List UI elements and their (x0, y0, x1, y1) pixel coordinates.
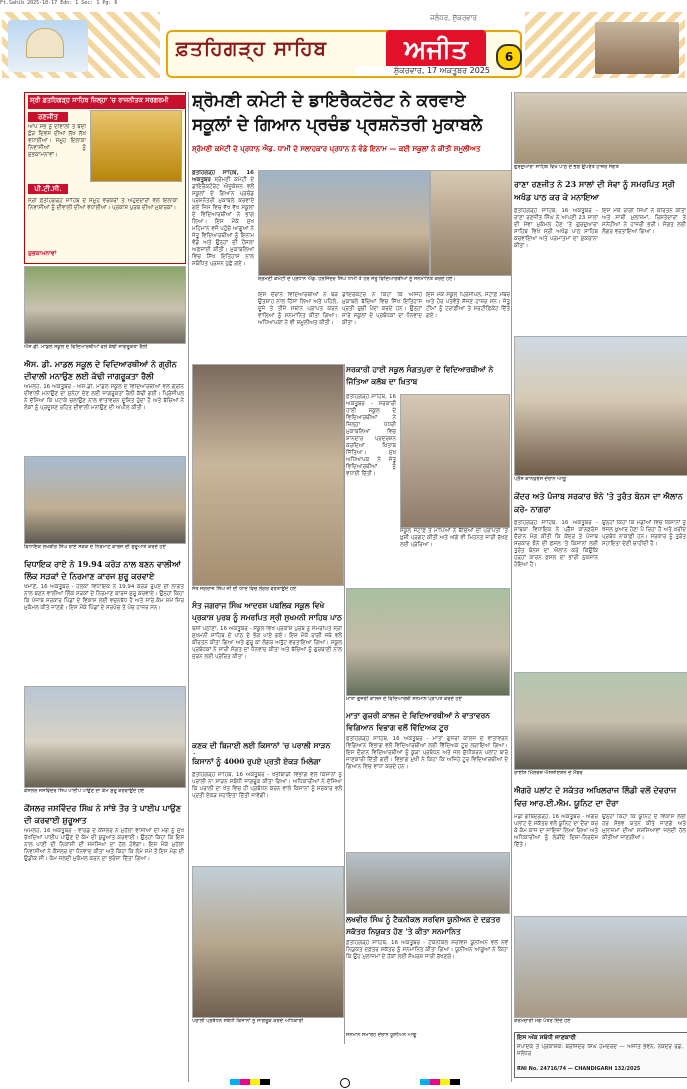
edition-label: ਜਲੰਧਰ, ਸ਼ੁੱਕਰਵਾਰ (430, 14, 478, 22)
page-number: 6 (496, 44, 522, 70)
lead-body-col-4: ਇਸ ਮੌਕੇ ਸਕੂਲ ਪ੍ਰਿੰਸੀਪਲ, ਸਟਾਫ਼ ਮੈਂਬਰ ਅਤੇ ਹੋਰ ਪਤਵੰਤੇ ਸੱਜਣ ਹਾਜ਼ਰ ਸਨ। ਜੇਤੂ ਟੀਮਾਂ ਨੂੰ ਟਰਾਫ਼ੀਆਂ ਤੇ ਸਰਟੀਫ਼ਿਕੇਟ ਦਿੱਤੇ ਗਏ। (426, 292, 510, 319)
story3-caption: ਕੌਂਸਲਰ ਜਸਵਿੰਦਰ ਸਿੰਘ ਪਾਈਪ ਪਾਉਣ ਦਾ ਕੰਮ ਸ਼ੁਰੂ ਕਰਵਾਉਂਦੇ ਹੋਏ (24, 788, 145, 794)
cmyk-strip (230, 1079, 270, 1085)
story5-photo (192, 866, 344, 1018)
story6-photo (400, 394, 510, 528)
story8-photo (346, 852, 510, 914)
story2-body: ਖਮਾਣੋਂ, 16 ਅਕਤੂਬਰ - ਹਲਕਾ ਵਿਧਾਇਕ ਨੇ 19.94 ਕਰੋੜ ਰੁਪਏ ਦੀ ਲਾਗਤ ਨਾਲ ਬਣਨ ਵਾਲੀਆਂ ਲਿੰਕ ਸੜਕਾਂ ਦੇ ਨਿਰਮਾਣ ਕਾਰਜ ਸ਼ੁਰੂ ਕਰਵਾਏ। ਉਨ੍ਹਾਂ ਕਿਹਾ ਕਿ ਪੰਜਾਬ ਸਰਕਾਰ ਪਿੰਡਾਂ ਦੇ ਵਿਕਾਸ ਲਈ ਵਚਨਬੱਧ ਹੈ ਅਤੇ ਸਾਰੇ ਕੰਮ ਸਮੇਂ ਸਿਰ ਮੁਕੰਮਲ ਕੀਤੇ ਜਾਣਗੇ। ਇਸ ਮੌਕੇ ਪਿੰਡਾਂ ਦੇ ਸਰਪੰਚ ਤੇ ਪੰਚ ਹਾਜ਼ਰ ਸਨ। (24, 584, 184, 611)
story10-body: ਫ਼ਤਹਿਗੜ੍ਹ ਸਾਹਿਬ, 16 ਅਕਤੂਬਰ - ਸਾਬਕਾ ਵਿਧਾਇਕ ਨੇ ਪ੍ਰੈੱਸ ਕਾਨਫ਼ਰੰਸ ਦੌਰਾਨ ਮੰਗ ਕੀਤੀ ਕਿ ਕੇਂਦਰ ਤੇ ਪੰਜਾਬ ਸਰਕਾਰ ਝੋਨੇ ਦੀ ਫ਼ਸਲ 'ਤੇ ਕਿਸਾਨਾਂ ਲਈ ਤੁਰੰਤ ਬੋਨਸ ਦਾ ਐਲਾਨ ਕਰੇ ਕਿਉਂਕਿ ਹੜ੍ਹਾਂ ਕਾਰਨ ਫ਼ਸਲ ਦਾ ਭਾਰੀ ਨੁਕਸਾਨ ਹੋਇਆ ਹੈ। (514, 520, 598, 568)
story3-headline: ਕੌਂਸਲਰ ਜਸਵਿੰਦਰ ਸਿੰਘ ਨੇ ਸਾਂਝੇ ਤੌਰ ਤੇ ਪਾਈਪ ਪਾਉਣ ਦੀ ਕਰਵਾਈ ਸ਼ੁਰੂਆਤ (24, 803, 181, 825)
story4-photo (192, 364, 344, 586)
story8-headline: ਲਖਵੀਰ ਸਿੰਘ ਨੂੰ ਟੈਕਨੀਕਲ ਸਰਵਿਸ ਯੂਨੀਅਨ ਦੇ ਦਫ਼ਤਰ ਸਕੱਤਰ ਨਿਯੁਕਤ ਹੋਣ 'ਤੇ ਕੀਤਾ ਸਨਮਾਨਿਤ (346, 915, 501, 936)
city-title: ਫ਼ਤਹਿਗੜ੍ਹ ਸਾਹਿਬ (176, 36, 328, 60)
lead-photo (258, 170, 430, 276)
lead-body-col-2: ਇਸ ਦੌਰਾਨ ਵਿਦਿਆਰਥੀਆਂ ਨੇ ਬੜੇ ਉਤਸ਼ਾਹ ਨਾਲ ਹਿੱਸਾ ਲਿਆ ਅਤੇ ਪਹਿਲੇ, ਦੂਜੇ ਤੇ ਤੀਜੇ ਸਥਾਨ ਪ੍ਰਾਪਤ ਕਰਨ ਵਾਲਿਆਂ ਨੂੰ ਸਨਮਾਨਿਤ ਕੀਤਾ ਗਿਆ। ਅਧਿਆਪਕਾਂ ਨੇ ਵੀ ਸ਼ਮੂਲੀਅਤ ਕੀਤੀ। (258, 292, 338, 326)
story9-caption: ਗੁਰਦੁਆਰਾ ਸਾਹਿਬ ਵਿਖੇ ਪਾਠ ਦੇ ਭੋਗ ਉਪਰੰਤ ਹਾਜ਼ਰ ਸੰਗਤ (514, 164, 619, 170)
story6-headline: ਸਰਕਾਰੀ ਹਾਈ ਸਕੂਲ ਸੰਗਤਪੁਰਾ ਦੇ ਵਿਦਿਆਰਥੀਆਂ ਨੇ ਜਿੱਤਿਆ ਕਲੱਬ ਦਾ ਖ਼ਿਤਾਬ (346, 365, 494, 386)
story3-photo (24, 686, 186, 788)
story3-body: ਅਮਲੋਹ, 16 ਅਕਤੂਬਰ - ਵਾਰਡ ਦੇ ਕੌਂਸਲਰ ਨੇ ਮੁਹੱਲਾ ਵਾਸੀਆਂ ਦੀ ਮੰਗ ਨੂੰ ਮੁੱਖ ਰੱਖਦਿਆਂ ਪਾਈਪ ਪਾਉਣ ਦੇ ਕੰਮ ਦੀ ਸ਼ੁਰੂਆਤ ਕਰਵਾਈ। ਉਨ੍ਹਾਂ ਕਿਹਾ ਕਿ ਇਸ ਨਾਲ ਪਾਣੀ ਦੀ ਨਿਕਾਸੀ ਦੀ ਸਮੱਸਿਆ ਦਾ ਹੱਲ ਹੋਵੇਗਾ। ਇਸ ਮੌਕੇ ਮੁਹੱਲਾ ਨਿਵਾਸੀਆਂ ਨੇ ਕੌਂਸਲਰ ਦਾ ਧੰਨਵਾਦ ਕੀਤਾ ਅਤੇ ਕਿਹਾ ਕਿ ਲੰਮੇ ਸਮੇਂ ਤੋਂ ਇਸ ਮੰਗ ਦੀ ਉਡੀਕ ਸੀ। ਕੰਮ ਜਲਦੀ ਮੁਕੰਮਲ ਕਰਨ ਦਾ ਭਰੋਸਾ ਦਿੱਤਾ ਗਿਆ। (24, 828, 184, 862)
story6-body-2: ਸਕੂਲ ਸਟਾਫ਼ ਤੇ ਮਾਪਿਆਂ ਨੇ ਬੱਚਿਆਂ ਦੀ ਪ੍ਰਾਪਤੀ 'ਤੇ ਖ਼ੁਸ਼ੀ ਪ੍ਰਗਟ ਕੀਤੀ ਅਤੇ ਅੱਗੇ ਵੀ ਮਿਹਨਤ ਜਾਰੀ ਰੱਖਣ ਲਈ ਪ੍ਰੇਰਿਆ। (400, 528, 508, 548)
story6-group-photo (346, 588, 510, 696)
story6-caption: ਮਾਤਾ ਗੁਜਰੀ ਕਾਲਜ ਦੇ ਵਿਦਿਆਰਥੀ ਸਨਮਾਨ ਪ੍ਰਾਪਤ ਕਰਦੇ ਹੋਏ (346, 696, 462, 702)
story10-photo (514, 336, 687, 476)
column-rule (188, 92, 189, 1082)
lead-body-col-3: ਡਾਇਰੈਕਟਰ ਨੇ ਕਿਹਾ ਕਿ ਅਜਿਹੇ ਮੁਕਾਬਲੇ ਬੱਚਿਆਂ ਵਿਚ ਸਿੱਖ ਇਤਿਹਾਸ ਪ੍ਰਤੀ ਰੁਚੀ ਪੈਦਾ ਕਰਦੇ ਹਨ। ਉਨ੍ਹਾਂ ਸਾਰੇ ਸਕੂਲਾਂ ਦੇ ਪ੍ਰਬੰਧਕਾਂ ਦਾ ਧੰਨਵਾਦ ਕੀਤਾ। (342, 292, 422, 326)
story12-photo (514, 916, 687, 1018)
cmyk-strip (420, 1079, 460, 1085)
story1-caption: ਐਸ.ਡੀ. ਮਾਡਲ ਸਕੂਲ ਦੇ ਵਿਦਿਆਰਥੀਆਂ ਵਲੋਂ ਕੱਢੀ ਜਾਗਰੂਕਤਾ ਰੈਲੀ (24, 344, 148, 350)
lead-headline-1: ਸ਼੍ਰੋਮਣੀ ਕਮੇਟੀ ਦੇ ਡਾਇਰੈਕਟੋਰੇਟ ਨੇ ਕਰਵਾਏ (192, 91, 466, 111)
lead-caption: ਸ਼੍ਰੋਮਣੀ ਕਮੇਟੀ ਦੇ ਪ੍ਰਧਾਨ ਐਡ. ਹਰਜਿੰਦਰ ਸਿੰਘ ਧਾਮੀ ਤੇ ਹੋਰ ਜੇਤੂ ਵਿਦਿਆਰਥੀਆਂ ਨੂੰ ਸਨਮਾਨਿਤ ਕਰਦੇ ਹੋਏ। (258, 276, 456, 282)
story1-headline: ਐਸ. ਡੀ. ਮਾਡਲ ਸਕੂਲ ਦੇ ਵਿਦਿਆਰਥੀਆਂ ਨੇ ਗ੍ਰੀਨ ਦੀਵਾਲੀ ਮਨਾਉਣ ਲਈ ਕੱਢੀ ਜਾਗਰੂਕਤਾ ਰੈਲੀ (24, 359, 177, 381)
story5-headline: ਕਣਕ ਦੀ ਬਿਜਾਈ ਲਈ ਕਿਸਾਨਾਂ 'ਚ ਪਰਾਲੀ ਸਾੜਨ (192, 741, 331, 750)
left-ad-tag-1: ਰਣਜੀਤ (28, 112, 68, 122)
brand-logo: ਅਜੀਤ (386, 30, 486, 76)
left-ad-text-2: ਸ੍ਰੀ ਫ਼ਤਹਿਗੜ੍ਹ ਸਾਹਿਬ ਦੇ ਸਮੂਹ ਵਰਕਰਾਂ ਤੇ ਅਹੁਦੇਦਾਰਾਂ ਵਲੋਂ ਇਲਾਕਾ ਨਿਵਾਸੀਆਂ ਨੂੰ ਦੀਵਾਲੀ ਦੀਆਂ ਵਧਾਈਆਂ। ਪ੍ਰਕਾਸ਼ ਪੁਰਬ ਦੀਆਂ ਮੁਬਾਰਕਾਂ। (28, 198, 178, 211)
story9-body-2: ਇਸ ਮੌਕੇ ਰਾਗੀ ਸਿੰਘਾਂ ਨੇ ਕੀਰਤਨ ਕੀਤਾ ਅਤੇ ਸਾਥੀ ਮੁਲਾਜ਼ਮਾਂ, ਰਿਸ਼ਤੇਦਾਰਾਂ ਤੇ ਸਨੇਹੀਆਂ ਨੇ ਹਾਜ਼ਰੀ ਭਰੀ। ਸੰਗਤ ਲਈ ਲੰਗਰ ਵਰਤਾਇਆ ਗਿਆ। (602, 208, 686, 235)
story5-body: ਫ਼ਤਹਿਗੜ੍ਹ ਸਾਹਿਬ, 16 ਅਕਤੂਬਰ - ਖੇਤੀਬਾੜੀ ਵਿਭਾਗ ਵਲੋਂ ਕਿਸਾਨਾਂ ਨੂੰ ਪਰਾਲੀ ਨਾ ਸਾੜਨ ਸਬੰਧੀ ਜਾਗਰੂਕ ਕੀਤਾ ਗਿਆ। ਅਧਿਕਾਰੀਆਂ ਨੇ ਦੱਸਿਆ ਕਿ ਪਰਾਲੀ ਦਾ ਖੇਤ ਵਿਚ ਹੀ ਪ੍ਰਬੰਧਨ ਕਰਨ ਵਾਲੇ ਕਿਸਾਨਾਂ ਨੂੰ ਸਰਕਾਰ ਵਲੋਂ ਪ੍ਰਤੀ ਏਕੜ ਸਹਾਇਤਾ ਦਿੱਤੀ ਜਾਵੇਗੀ। (192, 772, 342, 799)
story5-caption: ਪਰਾਲੀ ਪ੍ਰਬੰਧਨ ਸਬੰਧੀ ਕਿਸਾਨਾਂ ਨੂੰ ਜਾਗਰੂਕ ਕਰਦੇ ਅਧਿਕਾਰੀ (192, 1018, 304, 1024)
masthead-left-graphic (2, 12, 160, 78)
story11-photo (514, 672, 687, 770)
lead-body-col-1: ਫ਼ਤਹਿਗੜ੍ਹ ਸਾਹਿਬ, 16 ਅਕਤੂਬਰ ਸ਼੍ਰੋਮਣੀ ਕਮੇਟੀ ਦੇ ਡਾਇਰੈਕਟੋਰੇਟ ਐਜੂਕੇਸ਼ਨ ਵਲੋਂ ਸਕੂਲਾਂ ਦੇ ਗਿਆਨ ਪ੍ਰਚੰਡ ਪ੍ਰਸ਼ਨੋਤਰੀ ਮੁਕਾਬਲੇ ਕਰਵਾਏ ਗਏ ਜਿਸ ਵਿਚ ਵੱਖ ਵੱਖ ਸਕੂਲਾਂ ਦੇ ਵਿਦਿਆਰਥੀਆਂ ਨੇ ਭਾਗ ਲਿਆ। ਇਸ ਮੌਕੇ ਮੁੱਖ ਮਹਿਮਾਨ ਵਜੋਂ ਪਹੁੰਚੇ ਆਗੂਆਂ ਨੇ ਜੇਤੂ ਵਿਦਿਆਰਥੀਆਂ ਨੂੰ ਇਨਾਮ ਵੰਡੇ ਅਤੇ ਉਨ੍ਹਾਂ ਦੀ ਹੌਸਲਾ ਅਫ਼ਜ਼ਾਈ ਕੀਤੀ। ਮੁਕਾਬਲਿਆਂ ਵਿਚ ਸਿੱਖ ਇਤਿਹਾਸ ਨਾਲ ਸਬੰਧਿਤ ਪ੍ਰਸ਼ਨ ਪੁੱਛੇ ਗਏ। (192, 170, 254, 267)
story4-body: ਬਸੀ ਪਠਾਣਾ, 16 ਅਕਤੂਬਰ - ਸਕੂਲ ਵਿਖੇ ਪ੍ਰਕਾਸ਼ ਪੁਰਬ ਨੂੰ ਸਮਰਪਿਤ ਸ੍ਰੀ ਸੁਖਮਨੀ ਸਾਹਿਬ ਦੇ ਪਾਠ ਦੇ ਭੋਗ ਪਾਏ ਗਏ। ਇਸ ਮੌਕੇ ਰਾਗੀ ਜਥੇ ਵਲੋਂ ਕੀਰਤਨ ਕੀਤਾ ਗਿਆ ਅਤੇ ਗੁਰੂ ਕਾ ਲੰਗਰ ਅਤੁੱਟ ਵਰਤਾਇਆ ਗਿਆ। ਸਕੂਲ ਪ੍ਰਬੰਧਕਾਂ ਨੇ ਸਾਰੀ ਸੰਗਤ ਦਾ ਧੰਨਵਾਦ ਕੀਤਾ ਅਤੇ ਬੱਚਿਆਂ ਨੂੰ ਗੁਰਬਾਣੀ ਨਾਲ ਜੁੜਨ ਲਈ ਪ੍ਰੇਰਿਤ ਕੀਤਾ। (192, 626, 342, 660)
left-ad-heading: ਸ੍ਰੀ ਫ਼ਤਹਿਗੜ੍ਹ ਸਾਹਿਬ ਜ਼ਿਲ੍ਹਾ 'ਚ ਰਾਜਨੀਤਕ ਸਰਗਰਮੀ (28, 95, 186, 109)
story2-caption: ਵਿਧਾਇਕ ਲਖਬੀਰ ਸਿੰਘ ਰਾਏ ਸੜਕ ਦੇ ਨਿਰਮਾਣ ਕਾਰਜ ਦੀ ਸ਼ੁਰੂਆਤ ਕਰਦੇ ਹੋਏ (24, 544, 166, 550)
story2-headline: ਵਿਧਾਇਕ ਰਾਏ ਨੇ 19.94 ਕਰੋੜ ਨਾਲ ਬਣਨ ਵਾਲੀਆਂ ਲਿੰਕ ਸੜਕਾਂ ਦੇ ਨਿਰਮਾਣ ਕਾਰਜ ਸ਼ੁਰੂ ਕਰਵਾਏ (24, 559, 181, 581)
registration-mark-icon (340, 1078, 350, 1088)
story9-photo (514, 92, 687, 164)
story1-photo (24, 266, 186, 344)
lead-subhead: ਸ਼੍ਰੋਮਣੀ ਕਮੇਟੀ ਦੇ ਪ੍ਰਧਾਨ ਐਡ. ਧਾਮੀ ਦੇ ਸਲਾਹਕਾਰ ਪ੍ਰਧਾਨ ਨੇ ਵੰਡੇ ਇਨਾਮ — ਕਈ ਸਕੂਲਾਂ ਨੇ ਕੀਤੀ ਸ਼ਮੂਲੀਅਤ (192, 144, 481, 153)
lead-headline-2: ਸਕੂਲਾਂ ਦੇ ਗਿਆਨ ਪ੍ਰਚੰਡ ਪ੍ਰਸ਼ਨੋਤਰੀ ਮੁਕਾਬਲੇ (192, 115, 483, 135)
story11-headline: ਐਗਰੋ ਪਲਾਂਟ ਦੇ ਸਕੱਤਰ ਅਖਿਲਰਾਜ ਲਿੰਡੀ ਵਲੋਂ ਦੇਵਰਾਜ ਵਿਚ ਆਰ.ਈ.ਐਮ. ਯੂਨਿਟ ਦਾ ਦੌਰਾ (514, 785, 677, 808)
building-icon (595, 22, 679, 74)
story4-headline: ਸੰਤ ਜਗਰਾਜ ਸਿੰਘ ਆਦਰਸ਼ ਪਬਲਿਕ ਸਕੂਲ ਵਿਖੇ ਪ੍ਰਕਾਸ਼ ਪੁਰਬ ਨੂੰ ਸਮਰਪਿਤ ਸ੍ਰੀ ਸੁਖਮਨੀ ਸਾਹਿਬ ਪਾਠ (192, 601, 342, 622)
left-ad-footer: ਸ਼ੁਭਕਾਮਨਾਵਾਂ (28, 250, 57, 257)
story11-caption: ਰਾਈਸ ਮਿੱਲਰਜ਼ ਐਸੋਸੀਏਸ਼ਨ ਦੇ ਮੈਂਬਰ (514, 770, 583, 776)
story8-body: ਫ਼ਤਹਿਗੜ੍ਹ ਸਾਹਿਬ, 16 ਅਕਤੂਬਰ - ਟੈਕਨੀਕਲ ਸਰਵਿਸ ਯੂਨੀਅਨ ਵਲੋਂ ਨਵੇਂ ਨਿਯੁਕਤ ਦਫ਼ਤਰ ਸਕੱਤਰ ਨੂੰ ਸਨਮਾਨਿਤ ਕੀਤਾ ਗਿਆ। ਯੂਨੀਅਨ ਆਗੂਆਂ ਨੇ ਕਿਹਾ ਕਿ ਉਹ ਮੁਲਾਜ਼ਮਾਂ ਦੇ ਹੱਕਾਂ ਲਈ ਸੰਘਰਸ਼ ਜਾਰੀ ਰੱਖਣਗੇ। (346, 940, 508, 960)
left-ad-tag-2: ਪੀ.ਟੀ.ਸੀ. (28, 184, 68, 194)
story12-caption: ਕਰਮਚਾਰੀ ਮੰਗ ਪੱਤਰ ਦਿੰਦੇ ਹੋਏ (514, 1018, 571, 1024)
story6-body: ਫ਼ਤਹਿਗੜ੍ਹ ਸਾਹਿਬ, 16 ਅਕਤੂਬਰ - ਸਰਕਾਰੀ ਹਾਈ ਸਕੂਲ ਦੇ ਵਿਦਿਆਰਥੀਆਂ ਨੇ ਜ਼ਿਲ੍ਹਾ ਪੱਧਰੀ ਮੁਕਾਬਲਿਆਂ ਵਿਚ ਸ਼ਾਨਦਾਰ ਪ੍ਰਦਰਸ਼ਨ ਕਰਦਿਆਂ ਖ਼ਿਤਾਬ ਜਿੱਤਿਆ। ਮੁੱਖ ਅਧਿਆਪਕ ਨੇ ਜੇਤੂ ਵਿਦਿਆਰਥੀਆਂ ਨੂੰ ਵਧਾਈ ਦਿੱਤੀ। (346, 394, 396, 477)
story9-body: ਫ਼ਤਹਿਗੜ੍ਹ ਸਾਹਿਬ, 16 ਅਕਤੂਬਰ - ਰਾਣਾ ਰਣਜੀਤ ਸਿੰਘ ਨੇ ਆਪਣੀ 23 ਸਾਲਾਂ ਦੀ ਸੇਵਾ ਮੁਕੰਮਲ ਹੋਣ 'ਤੇ ਗੁਰਦੁਆਰਾ ਸਾਹਿਬ ਵਿਖੇ ਸ੍ਰੀ ਅਖੰਡ ਪਾਠ ਸਾਹਿਬ ਕਰਵਾਇਆ ਅਤੇ ਪਰਮਾਤਮਾ ਦਾ ਸ਼ੁਕਰਾਨਾ ਕੀਤਾ। (514, 208, 598, 249)
imprint-lines: ਸੰਪਾਦਕ ਤੇ ਪ੍ਰਕਾਸ਼ਕ: ਬਰਜਿੰਦਰ ਸਿੰਘ ਹਮਦਰਦ — ਅਜੀਤ ਭਵਨ, ਨਕੋਦਰ ਰੋਡ, ਜਲੰਧਰ (517, 1044, 683, 1057)
imprint-rni: RNI No. 24716/74 — CHANDIGARH 132/2025 (517, 1066, 641, 1072)
lead-photo-2 (430, 170, 512, 276)
story5-subhead: ਕਿਸਾਨਾਂ ਨੂੰ 4000 ਰੁਪਏ ਪ੍ਰਤੀ ਏਕੜ ਮਿਲੇਗਾ (192, 757, 321, 766)
column-rule (344, 364, 345, 1044)
golden-temple-photo (90, 110, 182, 182)
story2-photo (24, 456, 186, 544)
gurdwara-dome-icon (26, 28, 64, 58)
masthead-right-graphic (525, 12, 685, 78)
column-rule (511, 92, 512, 1082)
print-info-line: Ft.Sahib 2025-10-17 Edn: 1 Sec: 1 Pg: 6 (0, 0, 118, 6)
issue-date: ਸ਼ੁੱਕਰਵਾਰ, 17 ਅਕਤੂਬਰ 2025 (356, 66, 490, 76)
story4-caption: ਸੰਤ ਜਗਰਾਜ ਸਿੰਘ ਜੀ ਦੀ ਯਾਦ ਵਿਚ ਲੰਗਰ ਵਰਤਾਉਂਦੇ ਹੋਏ (192, 586, 297, 592)
story7-body: ਫ਼ਤਹਿਗੜ੍ਹ ਸਾਹਿਬ, 16 ਅਕਤੂਬਰ - ਮਾਤਾ ਗੁਜਰੀ ਕਾਲਜ ਦੇ ਵਾਤਾਵਰਨ ਵਿਗਿਆਨ ਵਿਭਾਗ ਵਲੋਂ ਵਿਦਿਆਰਥੀਆਂ ਲਈ ਵਿੱਦਿਅਕ ਟੂਰ ਲਗਾਇਆ ਗਿਆ। ਇਸ ਦੌਰਾਨ ਵਿਦਿਆਰਥੀਆਂ ਨੂੰ ਕੂੜਾ ਪ੍ਰਬੰਧਨ ਅਤੇ ਜਲ ਸ਼ੁੱਧੀਕਰਨ ਪਲਾਂਟ ਬਾਰੇ ਜਾਣਕਾਰੀ ਦਿੱਤੀ ਗਈ। ਵਿਭਾਗ ਮੁਖੀ ਨੇ ਕਿਹਾ ਕਿ ਅਜਿਹੇ ਟੂਰ ਵਿਦਿਆਰਥੀਆਂ ਦੇ ਗਿਆਨ ਵਿਚ ਵਾਧਾ ਕਰਦੇ ਹਨ। (346, 736, 508, 770)
story1-body: ਅਮਲੋਹ, 16 ਅਕਤੂਬਰ - ਐਸ.ਡੀ. ਮਾਡਲ ਸਕੂਲ ਦੇ ਵਿਦਿਆਰਥੀਆਂ ਵਲੋਂ ਗ੍ਰੀਨ ਦੀਵਾਲੀ ਮਨਾਉਣ ਦਾ ਸੁਨੇਹਾ ਦੇਣ ਲਈ ਜਾਗਰੂਕਤਾ ਰੈਲੀ ਕੱਢੀ ਗਈ। ਪ੍ਰਿੰਸੀਪਲ ਨੇ ਦੱਸਿਆ ਕਿ ਪਟਾਕੇ ਚਲਾਉਣ ਨਾਲ ਵਾਤਾਵਰਨ ਦੂਸ਼ਿਤ ਹੁੰਦਾ ਹੈ ਅਤੇ ਬੱਚਿਆਂ ਨੇ ਲੋਕਾਂ ਨੂੰ ਪ੍ਰਦੂਸ਼ਣ ਰਹਿਤ ਦੀਵਾਲੀ ਮਨਾਉਣ ਦੀ ਅਪੀਲ ਕੀਤੀ। (24, 384, 184, 411)
story7-headline: ਮਾਤਾ ਗੁਜਰੀ ਕਾਲਜ ਦੇ ਵਿਦਿਆਰਥੀਆਂ ਨੇ ਵਾਤਾਵਰਨ ਵਿਗਿਆਨ ਵਿਭਾਗ ਵਲੋਂ ਵਿੱਦਿਅਕ ਟੂਰ (346, 711, 490, 732)
story11-body-2: ਉਨ੍ਹਾਂ ਕਿਹਾ ਕਿ ਯੂਨਿਟ ਦੇ ਵਿਕਾਸ ਲਈ ਹਰ ਸੰਭਵ ਯਤਨ ਕੀਤੇ ਜਾਣਗੇ ਅਤੇ ਮੁਲਾਜ਼ਮਾਂ ਦੀਆਂ ਸਮੱਸਿਆਵਾਂ ਜਲਦੀ ਹੱਲ ਕੀਤੀਆਂ ਜਾਣਗੀਆਂ। (602, 814, 686, 841)
story10-caption: ਪ੍ਰੈੱਸ ਕਾਨਫ਼ਰੰਸ ਦੌਰਾਨ ਆਗੂ (514, 476, 566, 482)
story10-body-2: ਉਨ੍ਹਾਂ ਕਿਹਾ ਕਿ ਮੰਡੀਆਂ ਵਿਚ ਕਿਸਾਨਾਂ ਨੂੰ ਖੱਜਲ ਖ਼ੁਆਰ ਹੋਣਾ ਪੈ ਰਿਹਾ ਹੈ ਅਤੇ ਖ਼ਰੀਦ ਪ੍ਰਬੰਧ ਨਾਕਾਫ਼ੀ ਹਨ। ਸਰਕਾਰ ਨੂੰ ਤੁਰੰਤ ਸਹਾਇਤਾ ਦੇਣੀ ਚਾਹੀਦੀ ਹੈ। (602, 520, 686, 547)
story8-caption: ਸਨਮਾਨ ਸਮਾਰੋਹ ਦੌਰਾਨ ਯੂਨੀਅਨ ਆਗੂ (346, 1032, 417, 1038)
imprint-title: ਇਸ ਅੰਕ ਸਬੰਧੀ ਜਾਣਕਾਰੀ (517, 1034, 576, 1041)
left-ad-text: ਆਪ ਸਭ ਨੂੰ ਦੀਵਾਲੀ ਤੇ ਬੰਦੀ ਛੋੜ ਦਿਵਸ ਦੀਆਂ ਲੱਖ ਲੱਖ ਵਧਾਈਆਂ। ਸਮੂਹ ਇਲਾਕਾ ਨਿਵਾਸੀਆਂ ਨੂੰ ਸ਼ੁਭਕਾਮਨਾਵਾਂ। (28, 124, 86, 158)
story10-headline: ਕੇਂਦਰ ਅਤੇ ਪੰਜਾਬ ਸਰਕਾਰ ਝੋਨੇ 'ਤੇ ਤੁਰੰਤ ਬੋਨਸ ਦਾ ਐਲਾਨ ਕਰੇ- ਨਾਗਰਾ (514, 491, 683, 514)
story9-headline: ਰਾਣਾ ਰਣਜੀਤ ਨੇ 23 ਸਾਲਾਂ ਦੀ ਸੇਵਾ ਨੂੰ ਸਮਰਪਿਤ ਸ੍ਰੀ ਅਖੰਡ ਪਾਠ ਕਰ ਕੇ ਮਨਾਇਆ (514, 179, 675, 202)
story11-body: ਮੰਡੀ ਗੋਬਿੰਦਗੜ੍ਹ, 16 ਅਕਤੂਬਰ - ਐਗਰੋ ਪਲਾਂਟ ਦੇ ਸਕੱਤਰ ਵਲੋਂ ਯੂਨਿਟ ਦਾ ਦੌਰਾ ਕਰ ਕੇ ਕੰਮ ਕਾਜ ਦਾ ਜਾਇਜ਼ਾ ਲਿਆ ਗਿਆ ਅਤੇ ਅਧਿਕਾਰੀਆਂ ਨੂੰ ਲੋੜੀਂਦੇ ਦਿਸ਼ਾ-ਨਿਰਦੇਸ਼ ਦਿੱਤੇ। (514, 814, 598, 848)
